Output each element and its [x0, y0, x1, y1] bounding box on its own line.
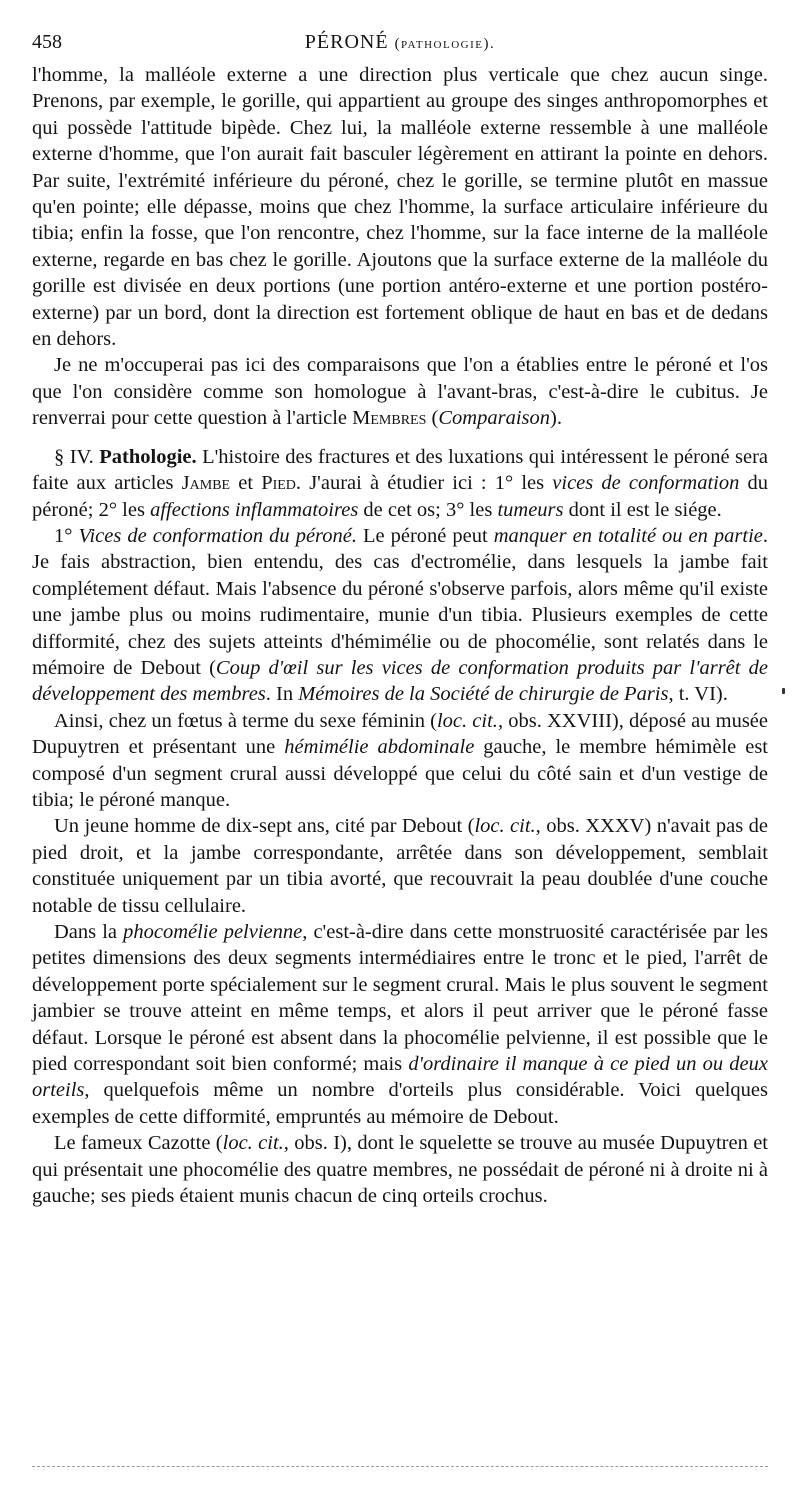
paragraph-vices [32, 523, 768, 708]
paragraph-text: ( [426, 407, 439, 430]
italic-ordinaire: d'ordinaire il manque à ce pied un ou deux orteils [32, 1053, 768, 1102]
italic-loc-cit: loc. cit. [436, 709, 498, 732]
running-title-main: PÉRONÉ [304, 31, 389, 53]
footer-dotted-rule [32, 1466, 768, 1467]
paragraph-text: du péroné; 2° les [32, 472, 769, 521]
italic-phocomelie: phocomélie pelvienne [123, 921, 303, 943]
paragraph-text: de cet os; 3° les [358, 498, 498, 521]
paragraph-text: Dans la [54, 921, 124, 943]
paragraph-text: Ainsi, chez un fœtus à terme du sexe féminin ( [54, 709, 437, 732]
body-text [32, 62, 768, 1209]
paragraph-text: L'histoire des fractures et des luxations qui intéressent le péroné sera faite aux articles [32, 445, 768, 495]
paragraph-text: Le fameux Cazotte ( [54, 1132, 223, 1155]
paragraph-comparaisons [32, 352, 768, 431]
paragraph-text: dont il est le siége. [563, 498, 722, 521]
paragraph-jeune-homme [32, 813, 768, 919]
page-number: 458 [32, 31, 62, 53]
cross-reference-membres: Membres [352, 407, 427, 430]
paragraph-text: . J'aurai à étudier ici : 1° les [295, 472, 553, 495]
italic-loc-cit: loc. cit. [222, 1132, 284, 1155]
paragraph-text: . Je fais abstraction, bien entendu, des cas d'ectromélie, dans lesquels la jambe fait complétement défaut. Mais l'absence du péroné s'observe parfois, alors même qu'il existe une jambe plus ou moins rudimentaire, munie d'un tibia. Plusieurs exemples de cette difformité, chez des sujets atteints d'hémimélie ou de phocomélie, sont relatés dans le mémoire de Debout ( [32, 524, 769, 679]
italic-comparaison: Comparaison [438, 407, 550, 430]
italic-tumeurs: tumeurs [497, 498, 564, 521]
running-title-sub: (pathologie). [394, 36, 496, 52]
margin-mark [782, 688, 785, 694]
italic-manquer: manquer en totalité ou en partie [493, 524, 763, 547]
italic-hemimelie: hémimélie abdominale [284, 736, 475, 759]
paragraph-cazotte [32, 1130, 768, 1209]
paragraph-text: , obs. XXXV) n'avait pas de pied droit, et la jambe correspondante, arrêtée dans son développement, semblait constituée uniquement par un tibia avorté, que recouvrait la peau doublée d'une couche notable de tissu cellulaire. [32, 815, 768, 917]
section-pathologie [32, 444, 768, 523]
paragraph-text: et [230, 472, 262, 495]
italic-memoires: Mémoires de la Société de chirurgie de Paris [298, 683, 669, 706]
italic-affections: affections inflammatoires [150, 498, 359, 521]
paragraph-text: , quelquefois même un nombre d'orteils plus considérable. Voici quelques exemples de cette difformité, empruntés au mémoire de Debout. [32, 1079, 768, 1128]
paragraph-text: , c'est-à-dire dans cette monstruosité caractérisée par les petites dimensions des deux segments intermédiaires entre le tronc et le pied, l'arrêt de développement porte spécialement sur le segment crural. Mais le plus souvent le segment jambier se trouve atteint en même temps, et alors il peut arriver que le péroné fasse défaut. Lorsque le péroné est absent dans la phocomélie pelvienne, il est possible que le pied correspondant soit bien conformé; mais [32, 921, 768, 1076]
cross-reference-pied: Pied [261, 472, 296, 495]
paragraph-gorille: l'homme, la malléole externe a une direction plus verticale que chez aucun singe. Prenons, par exemple, le gorille, qui appartient au groupe des singes anthropomorphes et qui possède l'attitude bipède. Chez lui, la malléole externe ressemble à une malléole externe d'homme, que l'on aurait fait basculer légèrement en attirant la pointe en dehors. Par suite, l'extrémité inférieure du péroné, chez le gorille, se termine plutôt en massue qu'en pointe; elle dépasse, moins que chez l'homme, la surface articulaire inférieure du tibia; enfin la fosse, que l'on rencontre, chez l'homme, sur la face interne de la malléole externe, regarde en bas chez le gorille. Ajoutons que la surface externe de la malléole du gorille est divisée en deux portions (une portion antéro-externe et une portion postéro-externe) par un bord, dont la direction est fortement oblique de haut en bas et de dedans en dehors. [32, 64, 768, 351]
paragraph-text: , t. VI). [668, 683, 728, 706]
document-page [32, 22, 768, 1209]
paragraph-text: gauche, le membre hémimèle est composé d'un segment crural aussi développé que celui du côté sain et d'un vestige de tibia; le péroné manque. [32, 736, 768, 811]
section-label: § IV. [54, 445, 94, 468]
italic-loc-cit: loc. cit. [474, 815, 536, 838]
paragraph-text: ). [550, 407, 562, 430]
subsection-number: 1° [54, 524, 79, 547]
italic-coup-doeil: Coup d'œil sur les vices de conformation produits par l'arrêt de développement des membres [32, 656, 768, 706]
running-head [32, 22, 768, 62]
running-title [32, 22, 768, 64]
paragraph-text: , obs. I), dont le squelette se trouve au musée Dupuytren et qui présentait une phocomélie des quatre membres, ne possédait de péroné ni à droite ni à gauche; ses pieds étaient munis chacun de cinq orteils crochus. [32, 1132, 769, 1208]
paragraph-text: , obs. XXVIII), déposé au musée Dupuytren et présentant une [32, 709, 769, 759]
paragraph-text: Le péroné peut [356, 524, 494, 547]
paragraph-text: Un jeune homme de dix-sept ans, cité par Debout ( [54, 815, 475, 838]
cross-reference-jambe: Jambe [181, 472, 231, 495]
paragraph-ainsi [32, 708, 768, 814]
paragraph-text: Je ne m'occuperai pas ici des comparaisons que l'on a établies entre le péroné et l'os que l'on considère comme son homologue à l'avant-bras, c'est-à-dire le cubitus. Je renverrai pour cette question à l'article [32, 354, 768, 430]
subsection-title: Vices de conformation du péroné. [78, 524, 357, 547]
section-heading: Pathologie. [99, 445, 197, 468]
italic-vices: vices de conformation [552, 472, 740, 495]
paragraph-phocomelie [32, 919, 768, 1130]
paragraph-text: . In [265, 683, 299, 706]
